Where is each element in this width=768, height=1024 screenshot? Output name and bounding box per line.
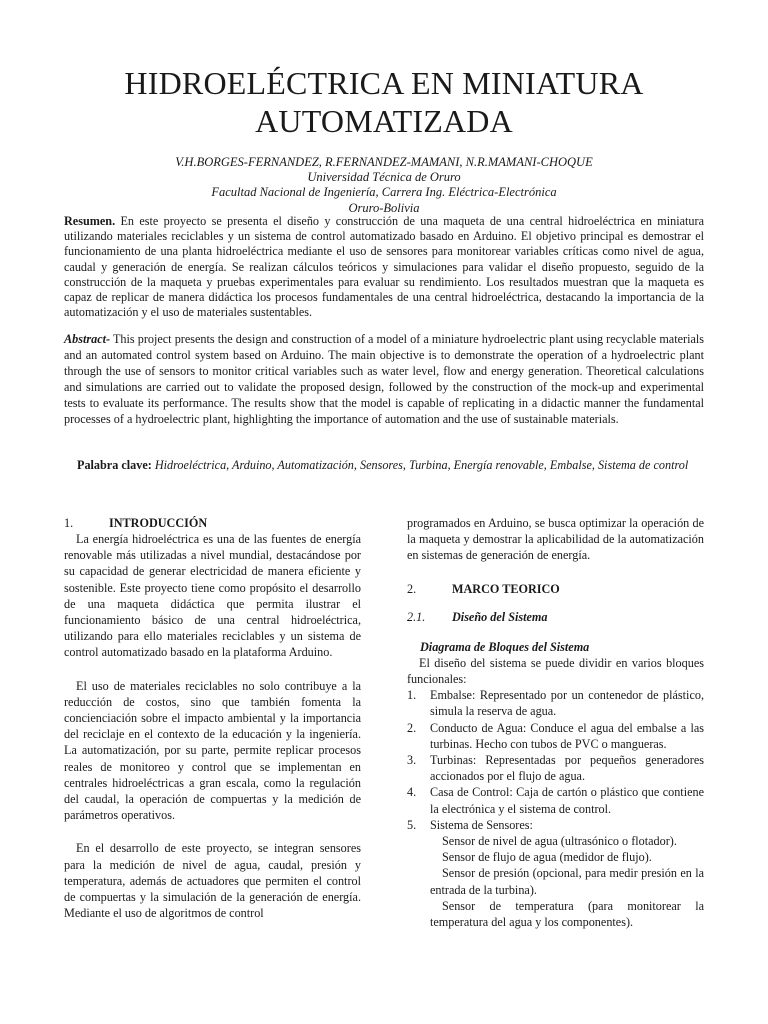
list-item: 2. Conducto de Agua: Conduce el agua del embalse a las turbinas. Hecho con tubos de PVC o mangueras. [407, 720, 704, 751]
title-line-2: AUTOMATIZADA [255, 103, 513, 139]
sensor-item: Sensor de presión (opcional, para medir presión en la entrada de la turbina). [430, 866, 704, 897]
sensor-item: Sensor de nivel de agua (ultrasónico o flotador). [442, 834, 677, 849]
intro-paragraph-3: En el desarrollo de este proyecto, se integran sensores para la medición de nivel de agua, caudal, presión y temperatura, además de actuadores que permiten el control de compuertas y la simulación de la generación de energía. Mediante el uso de algoritmos de control [64, 841, 361, 921]
section-title: INTRODUCCIÓN [109, 516, 208, 530]
left-column [64, 515, 361, 921]
sensor-item: Sensor de flujo de agua (medidor de flujo). [442, 850, 652, 865]
authors: V.H.BORGES-FERNANDEZ, R.FERNANDEZ-MAMANI, N.R.MAMANI-CHOQUE [175, 155, 593, 169]
subsection-heading [407, 609, 704, 625]
author-block [64, 155, 704, 216]
section-number: 1. [64, 516, 74, 530]
section-heading-marco [407, 581, 704, 597]
resumen-text: En este proyecto se presenta el diseño y construcción de una maqueta de una central hidroeléctrica en miniatura utilizando materiales reciclables y un sistema de control automatizado basado en Arduino. El objetivo principal es demostrar el funcionamiento de una planta hidroeléctrica mediante el uso de sensores para monitorear variables críticas como nivel de agua, caudal y generación de energía. Se realizan cálculos teóricos y simulaciones para validar el diseño propuesto, seguido de la construcción de la maqueta y pruebas experimentales para evaluar su rendimiento. Los resultados muestran que la maqueta es capaz de replicar de manera didáctica los procesos fundamentales de una central hidroeléctrica, destacando la importancia de la automatización y el uso de materiales sustentables. [64, 214, 704, 320]
section-heading-intro [64, 515, 361, 531]
abstract-label: Abstract- [64, 332, 111, 346]
resumen-label: Resumen. [64, 214, 116, 228]
section-title: MARCO TEORICO [452, 581, 560, 596]
paper-title [64, 64, 704, 140]
affiliation-university: Universidad Técnica de Oruro [307, 170, 461, 185]
subsection-title: Diseño del Sistema [452, 609, 548, 624]
list-item: 5. Sistema de Sensores: [407, 817, 533, 832]
section-number: 2. [407, 581, 417, 596]
list-item: 3. Turbinas: Representadas por pequeños generadores accionados por el flujo de agua. [407, 753, 704, 784]
affiliation-faculty: Facultad Nacional de Ingeniería, Carrera Ing. Eléctrica-Electrónica [211, 185, 557, 200]
location: Oruro-Bolivia [348, 200, 420, 215]
right-column [407, 515, 704, 930]
block-list [407, 687, 704, 833]
resumen [64, 214, 704, 320]
abstract-text: This project presents the design and construction of a model of a miniature hydroelectric plant using recyclable materials and an automated control system based on Arduino. The main objective is to demonstrate the operation of a hydroelectric plant through the use of sensors to monitor critical variables such as water level, flow and energy generation. Theoretical calculations and simulations are carried out to validate the proposed design, followed by the construction of the mock-up and experimental tests to evaluate its performance. The results show that the model is capable of replicating in a didactic manner the fundamental processes of a hydroelectric plant, highlighting the importance of automation and the use of sustainable materials. [64, 332, 704, 427]
title-line-1: HIDROELÉCTRICA EN MINIATURA [124, 65, 644, 101]
diagram-intro: El diseño del sistema se puede dividir en varios bloques funcionales: [407, 655, 704, 687]
intro-paragraph-2: El uso de materiales reciclables no solo contribuye a la reducción de costos, sino que también fomenta la concienciación sobre el impacto ambiental y la importancia del reciclaje en el contexto de la educación y la ingeniería. La automatización, por su parte, permite replicar procesos reales de monitoreo y control que se implementan en centrales hidroeléctricas a gran escala, como la regulación del caudal, la operación de compuertas y la medición de parámetros operativos. [64, 678, 361, 823]
keywords [64, 458, 704, 474]
list-item: 1. Embalse: Representado por un contenedor de plástico, simula la reserva de agua. [407, 688, 704, 719]
keywords-text: Hidroeléctrica, Arduino, Automatización, Sensores, Turbina, Energía renovable, Embalse, Sistema de control [154, 458, 689, 472]
abstract [64, 331, 704, 428]
diagram-title: Diagrama de Bloques del Sistema [420, 639, 590, 654]
keywords-label: Palabra clave: [77, 458, 152, 472]
sensor-item: Sensor de temperatura (para monitorear la temperatura del agua y los componentes). [430, 898, 704, 930]
intro-paragraph-3-continued: programados en Arduino, se busca optimizar la operación de la maqueta y demostrar la aplicabilidad de la automatización en sistemas de generación de energía. [407, 516, 704, 563]
intro-paragraph-1: La energía hidroeléctrica es una de las fuentes de energía renovable más utilizadas a nivel mundial, destacándose por su capacidad de generar electricidad de manera eficiente y sostenible. Este proyecto tiene como propósito el desarrollo de una maqueta didáctica que permita ilustrar el funcionamiento básico de una central hidroeléctrica, utilizando para ello materiales reciclables y un sistema de control automatizado basado en la plataforma Arduino. [64, 532, 361, 660]
list-item: 4. Casa de Control: Caja de cartón o plástico que contiene la electrónica y el sistema de control. [407, 785, 704, 816]
subsection-number: 2.1. [407, 609, 426, 624]
